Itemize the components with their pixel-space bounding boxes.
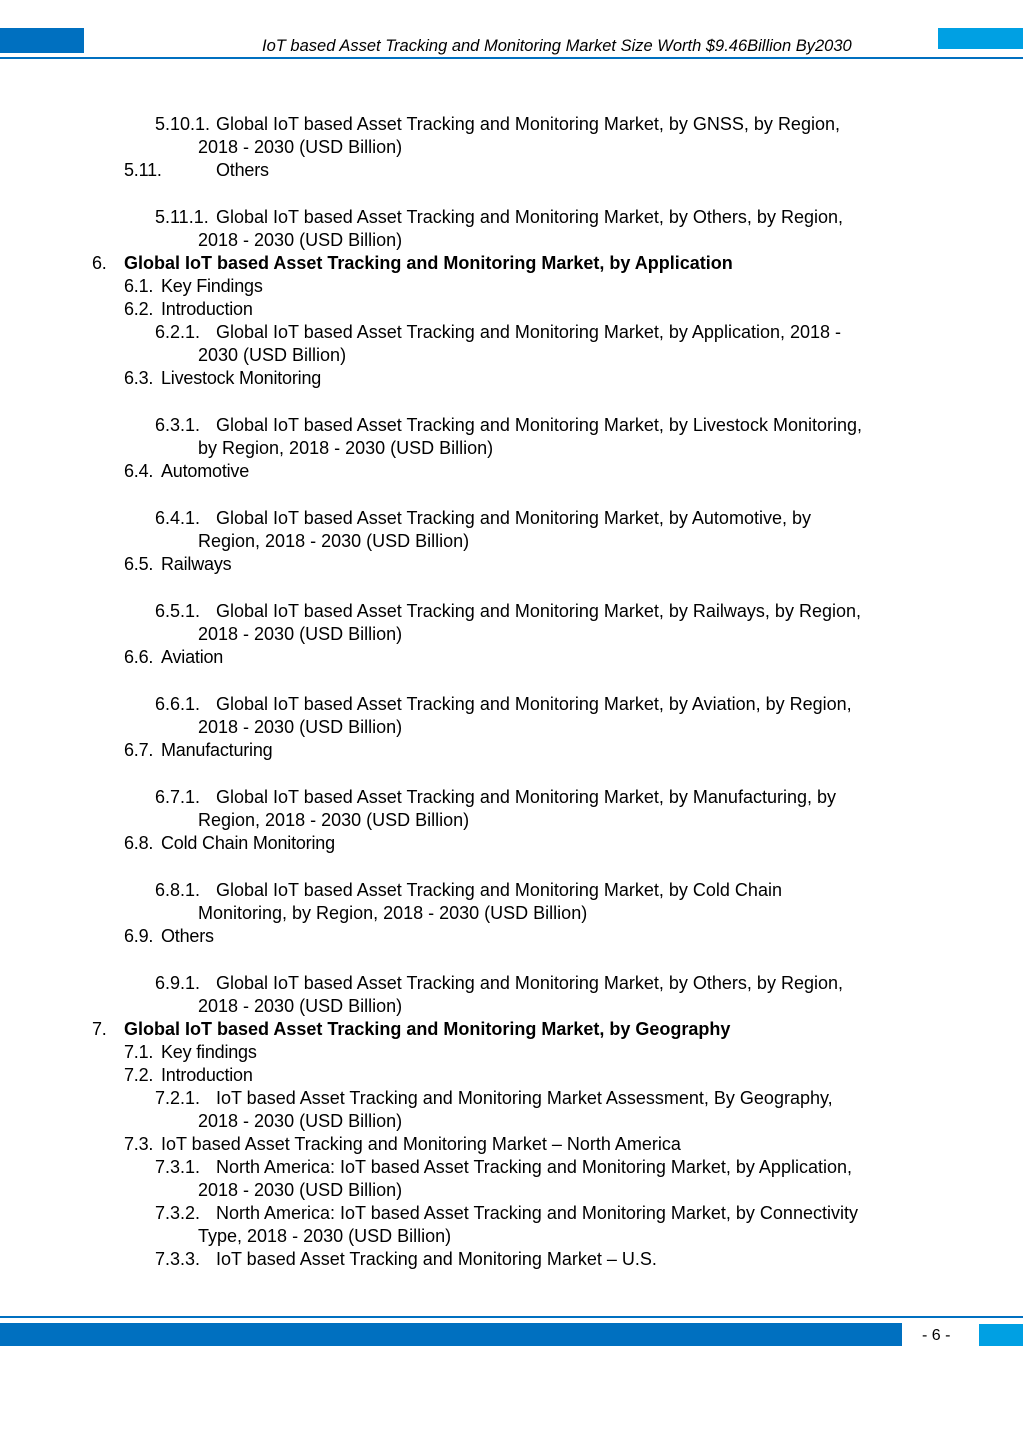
- toc-entry-number: 6.9.: [124, 926, 154, 946]
- toc-entry-continuation: 2018 - 2030 (USD Billion): [198, 624, 403, 644]
- toc-entry-continuation: Monitoring, by Region, 2018 - 2030 (USD Billion): [198, 903, 588, 923]
- toc-entry-text: Global IoT based Asset Tracking and Monitoring Market, by Others, by Region,: [216, 207, 843, 227]
- toc-entry-number: 7.2.: [124, 1065, 154, 1085]
- toc-chapter-title: Global IoT based Asset Tracking and Monitoring Market, by Application: [124, 253, 733, 273]
- toc-entry-number: 6.4.1.: [155, 508, 201, 528]
- toc-entry-text: Others: [216, 160, 269, 180]
- toc-entry-number: 6.9.1.: [155, 973, 201, 993]
- running-header-title: IoT based Asset Tracking and Monitoring Market Size Worth $9.46Billion By2030: [262, 37, 852, 55]
- toc-entry-number: 6.5.: [124, 554, 154, 574]
- toc-entry-continuation: 2030 (USD Billion): [198, 345, 347, 365]
- toc-chapter-title: Global IoT based Asset Tracking and Monitoring Market, by Geography: [124, 1019, 731, 1039]
- toc-entry-text: Automotive: [161, 461, 250, 481]
- header-right-bar: [938, 28, 1023, 49]
- toc-entry-number: 6.8.1.: [155, 880, 201, 900]
- toc-entry-number: 6.7.1.: [155, 787, 201, 807]
- toc-entry-number: 5.10.1.: [155, 114, 211, 134]
- toc-entry-continuation: 2018 - 2030 (USD Billion): [198, 1180, 403, 1200]
- toc-entry-text: Livestock Monitoring: [161, 368, 322, 388]
- toc-entry-text: North America: IoT based Asset Tracking and Monitoring Market, by Connectivity: [216, 1203, 858, 1223]
- toc-entry-text: Global IoT based Asset Tracking and Monitoring Market, by Others, by Region,: [216, 973, 843, 993]
- toc-entry-number: 7.: [92, 1019, 107, 1039]
- header-left-bar: [0, 28, 84, 53]
- toc-entry-text: Global IoT based Asset Tracking and Monitoring Market, by Cold Chain: [216, 880, 782, 900]
- page-number: - 6 -: [922, 1327, 951, 1344]
- toc-entry-text: Global IoT based Asset Tracking and Monitoring Market, by Automotive, by: [216, 508, 811, 528]
- toc-entry-continuation: Region, 2018 - 2030 (USD Billion): [198, 810, 470, 830]
- toc-entry-continuation: 2018 - 2030 (USD Billion): [198, 230, 403, 250]
- toc-entry-number: 6.1.: [124, 276, 154, 296]
- toc-entry-text: North America: IoT based Asset Tracking and Monitoring Market, by Application,: [216, 1157, 852, 1177]
- toc-entry-text: Global IoT based Asset Tracking and Monitoring Market, by Application, 2018 -: [216, 322, 842, 342]
- toc-entry-continuation: 2018 - 2030 (USD Billion): [198, 717, 403, 737]
- header-rule: [0, 57, 1023, 59]
- toc-entry-text: Global IoT based Asset Tracking and Monitoring Market, by GNSS, by Region,: [216, 114, 840, 134]
- toc-entry-text: IoT based Asset Tracking and Monitoring Market – U.S.: [216, 1249, 657, 1269]
- toc-entry-continuation: 2018 - 2030 (USD Billion): [198, 1111, 403, 1131]
- toc-entry-text: Global IoT based Asset Tracking and Monitoring Market, by Railways, by Region,: [216, 601, 861, 621]
- toc-entry-text: IoT based Asset Tracking and Monitoring Market – North America: [161, 1134, 681, 1154]
- toc-entry-text: Key findings: [161, 1042, 257, 1062]
- toc-entry-number: 6.8.: [124, 833, 154, 853]
- toc-entry-number: 6.7.: [124, 740, 154, 760]
- toc-entry-text: Global IoT based Asset Tracking and Monitoring Market, by Aviation, by Region,: [216, 694, 852, 714]
- toc-entry-number: 7.2.1.: [155, 1088, 201, 1108]
- toc-entry-continuation: 2018 - 2030 (USD Billion): [198, 996, 403, 1016]
- toc-entry-number: 6.: [92, 253, 107, 273]
- toc-entry-text: Railways: [161, 554, 232, 574]
- toc-entry-number: 6.3.: [124, 368, 154, 388]
- toc-entry-text: IoT based Asset Tracking and Monitoring Market Assessment, By Geography,: [216, 1088, 833, 1108]
- toc-entry-continuation: Region, 2018 - 2030 (USD Billion): [198, 531, 470, 551]
- toc-entry-number: 7.3.: [124, 1134, 154, 1154]
- toc-entry-number: 6.2.1.: [155, 322, 201, 342]
- toc-entry-text: Global IoT based Asset Tracking and Monitoring Market, by Livestock Monitoring,: [216, 415, 862, 435]
- toc-entry-continuation: by Region, 2018 - 2030 (USD Billion): [198, 438, 494, 458]
- toc-entry-text: Global IoT based Asset Tracking and Monitoring Market, by Manufacturing, by: [216, 787, 836, 807]
- toc-entry-text: Manufacturing: [161, 740, 273, 760]
- toc-entry-number: 5.11.1.: [155, 207, 209, 227]
- toc-entry-text: Introduction: [161, 299, 253, 319]
- footer-rule: [0, 1316, 1023, 1318]
- toc-entry-number: 7.3.3.: [155, 1249, 201, 1269]
- toc-entry-number: 6.6.: [124, 647, 154, 667]
- footer-bar: [0, 1323, 902, 1346]
- toc-entry-number: 7.3.1.: [155, 1157, 201, 1177]
- toc-entry-text: Others: [161, 926, 214, 946]
- toc-entry-number: 6.3.1.: [155, 415, 201, 435]
- toc-entry-number: 7.1.: [124, 1042, 154, 1062]
- toc-entry-continuation: Type, 2018 - 2030 (USD Billion): [198, 1226, 452, 1246]
- toc-entry-continuation: 2018 - 2030 (USD Billion): [198, 137, 403, 157]
- footer-accent-bar: [979, 1324, 1023, 1346]
- toc-entry-text: Key Findings: [161, 276, 263, 296]
- toc-entry-text: Cold Chain Monitoring: [161, 833, 335, 853]
- toc-entry-text: Introduction: [161, 1065, 253, 1085]
- toc-entry-text: Aviation: [161, 647, 224, 667]
- toc-entry-number: 7.3.2.: [155, 1203, 201, 1223]
- toc-entry-number: 6.4.: [124, 461, 154, 481]
- toc-entry-number: 5.11.: [124, 160, 162, 180]
- toc-entry-number: 6.6.1.: [155, 694, 201, 714]
- toc-entry-number: 6.2.: [124, 299, 154, 319]
- toc-entry-number: 6.5.1.: [155, 601, 201, 621]
